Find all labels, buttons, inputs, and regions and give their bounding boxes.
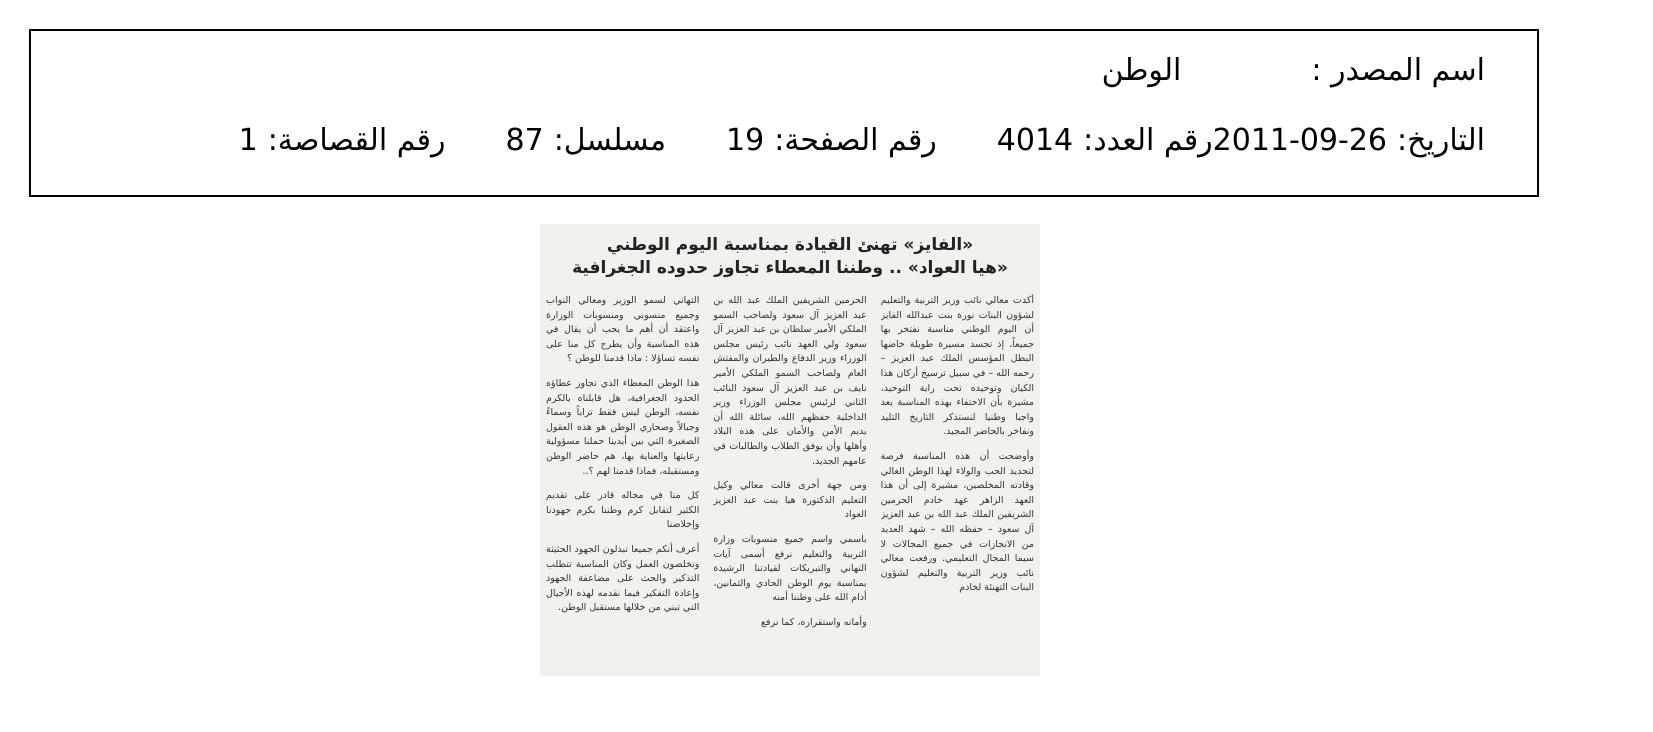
- paragraph: وأمانه واستقراره، كما نرفع: [760, 616, 867, 628]
- paragraph: ومن جهة أخرى قالت معالي وكيل التعليم الدكتورة هيا بنت عبد العزيز العواد: [713, 480, 867, 521]
- clipping-number-field: [239, 123, 446, 158]
- meta-row: [179, 123, 1485, 158]
- date-value: 2011-09-26: [1212, 123, 1388, 158]
- serial-label: مسلسل:: [553, 123, 667, 158]
- clipping-headline: [540, 234, 1040, 280]
- paragraph: باسمي واسم جميع منسوبات وزارة التربية والتعليم نرفع أسمى آيات التهاني والتبريكات لقيادتنا الرشيدة بمناسبة يوم الوطن الحادي والثمانين، أدام الله على وطننا أمنه: [713, 533, 867, 604]
- paragraph: أكدت معالي نائب وزير التربية والتعليم لشؤون البنات نورة بنت عبدالله الفايز أن اليوم الوطني مناسبة نفتخر بها جميعاً، إذ تجسد مسيرة طويلة خاضها البطل المؤسس الملك عبد العزيز – رحمه الله – في سبيل ترسيخ أركان هذا الكيان وتوحيده تحت راية التوحيد، مشيرة بأن الاحتفاء بهذه المناسبة يعد واجبا وطنيا لنستذكر التاريخ التليد ونفاخر بالحاضر المجيد.: [880, 295, 1034, 438]
- article-column-3: [546, 294, 699, 676]
- page-value: 19: [726, 123, 765, 158]
- issue-label: رقم العدد:: [1083, 123, 1213, 158]
- page-field: [726, 123, 937, 158]
- article-column-2: [713, 294, 866, 676]
- article-column-1: [881, 294, 1034, 676]
- clipping-number-label: رقم القصاصة:: [267, 123, 446, 158]
- source-label: اسم المصدر :: [1311, 53, 1485, 88]
- date-field: [1213, 123, 1485, 158]
- serial-value: 87: [505, 123, 544, 158]
- paragraph: وأوضحت أن هذه المناسبة فرصة لتجديد الحب والولاء لهذا الوطن الغالي وقادته المخلصين، مشيرة إلى أن هذا العهد الزاهر عهد خادم الحرمين الشريفين الملك عبد الله بن عبد العزيز آل سعود – حفظه الله – شهد العديد من الانجازات في جميع المجالات لا سيما المجال التعليمي. ورفعت معالي نائب وزير التربية والتعليم لشؤون البنات التهنئة لخادم: [880, 450, 1034, 594]
- source-info-box: [29, 29, 1539, 197]
- paragraph: كل منا في مجاله قادر على تقديم الكثير لتقابل كرم وطننا بكرم جهودنا وإخلاصنا: [546, 490, 700, 531]
- source-value: الوطن: [1101, 53, 1182, 88]
- clipping-number-value: 1: [238, 123, 258, 158]
- page-label: رقم الصفحة:: [774, 123, 937, 158]
- headline-line-2: «هيا العواد» .. وطننا المعطاء تجاوز حدوده الجغرافية: [572, 258, 1008, 278]
- issue-value: 4014: [996, 123, 1074, 158]
- article-columns: [546, 294, 1034, 676]
- paragraph: هذا الوطن المعطاء الذي تجاوز عطاؤه الحدود الجغرافية، هل قابلناه بالكرم نفسه، الوطن ليس فقط تراباً وسماءً وجبالاً وصحاري الوطن هو هذه العقول الصغيرة التي بين أيدينا حملنا مسؤولية رعايتها والعناية بها، هم حاضر الوطن ومستقبله، فماذا قدمنا لهم ؟..: [546, 377, 700, 477]
- paragraph: التهاني لسمو الوزير ومعالي النواب وجميع منسوبي ومنسوبات الوزارة واعتقد أن أهم ما يجب أن يقال في هذه المناسبة وأن يطرح كل منا على نفسه تساؤلا : ماذا قدمنا للوطن ؟: [546, 295, 700, 365]
- headline-line-1: «الفايز» تهنئ القيادة بمناسبة اليوم الوطني: [606, 235, 974, 255]
- date-label: التاريخ:: [1397, 123, 1485, 158]
- issue-field: [997, 123, 1213, 158]
- paragraph: أعرف أنكم جميعا تبذلون الجهود الحثيثة وتخلصون العمل وكان المناسبة تتطلب التذكير والحث على مضاعفة الجهود وإعادة التفكير فيما نقدمه لهذه الأجيال التي تبني من خلالها مستقبل الوطن.: [546, 543, 700, 614]
- serial-field: [506, 123, 667, 158]
- newspaper-clipping: [540, 224, 1040, 676]
- paragraph: الحرمين الشريفين الملك عبد الله بن عبد العزيز آل سعود ولصاحب السمو الملكي الأمير سلطان بن عبد العزيز آل سعود ولي العهد نائب رئيس مجلس الوزراء وزير الدفاع والطيران والمفتش العام ولصاحب السمو الملكي الأمير نايف بن عبد العزيز آل سعود النائب الثاني لرئيس مجلس الوزراء وزير الداخلية حفظهم الله، سائلة الله أن يديم الأمن والأمان على هذه البلاد وأهلها وأن يوفق الطلاب والطالبات في عامهم الجديد.: [713, 295, 867, 467]
- source-row: [1102, 53, 1485, 88]
